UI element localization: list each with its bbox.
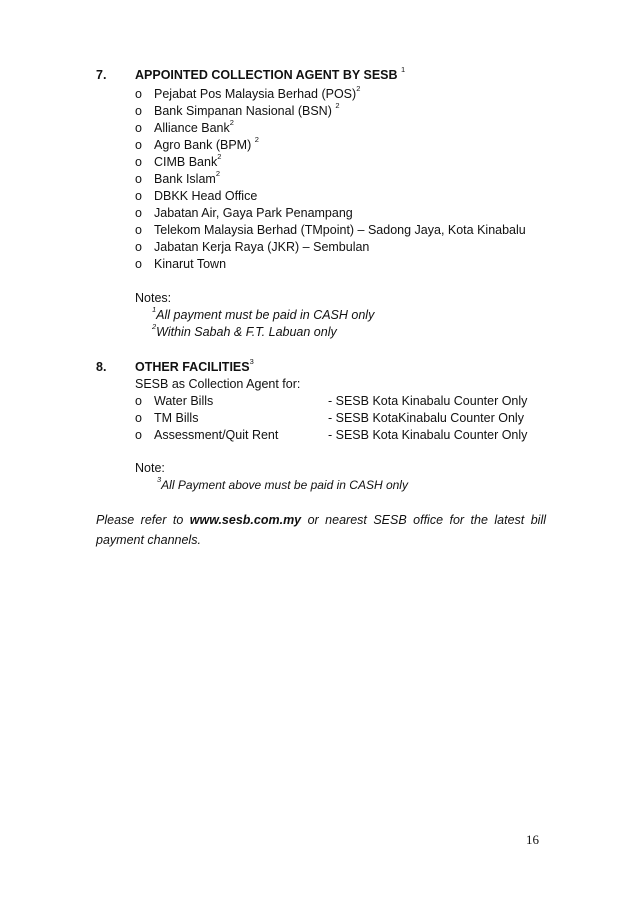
section-7-number: 7. xyxy=(96,68,107,82)
facility-name: Assessment/Quit Rent xyxy=(154,428,279,442)
website-link[interactable]: www.sesb.com.my xyxy=(189,513,302,527)
bullet-marker: o xyxy=(135,257,142,271)
list-item-text: Alliance Bank xyxy=(154,121,230,135)
section-8-title xyxy=(135,357,254,374)
bullet-marker: o xyxy=(135,206,142,220)
bullet-marker: o xyxy=(135,155,142,169)
note-line xyxy=(152,322,337,339)
list-item xyxy=(154,135,259,152)
section-7-title xyxy=(135,65,406,82)
list-item-text: DBKK Head Office xyxy=(154,189,258,203)
facility-location: - SESB Kota Kinabalu Counter Only xyxy=(328,394,528,408)
list-item xyxy=(154,206,353,220)
notes-heading: Notes: xyxy=(135,291,172,305)
list-item-text: Telekom Malaysia Berhad (TMpoint) – Sadong Jaya, Kota Kinabalu xyxy=(154,223,526,237)
note-line xyxy=(157,475,408,492)
section-8-title-sup: 3 xyxy=(249,357,254,366)
list-item-text: Jabatan Air, Gaya Park Penampang xyxy=(154,206,353,220)
note-text: All Payment above must be paid in CASH only xyxy=(161,478,408,492)
bullet-marker: o xyxy=(135,189,142,203)
list-item-text: Pejabat Pos Malaysia Berhad (POS) xyxy=(154,87,357,101)
bullet-marker: o xyxy=(135,411,142,425)
closing-paragraph xyxy=(96,510,546,550)
list-item-text: Bank Simpanan Nasional (BSN) xyxy=(154,104,332,118)
note-text: Within Sabah & F.T. Labuan only xyxy=(156,325,337,339)
facility-name: TM Bills xyxy=(154,411,199,425)
bullet-marker: o xyxy=(135,121,142,135)
list-item-sup: 2 xyxy=(217,152,222,161)
list-item-text: CIMB Bank xyxy=(154,155,218,169)
bullet-marker: o xyxy=(135,240,142,254)
list-item xyxy=(154,257,226,271)
section-7-title-text: APPOINTED COLLECTION AGENT BY SESB xyxy=(135,68,398,82)
list-item-text: Jabatan Kerja Raya (JKR) – Sembulan xyxy=(154,240,370,254)
facility-name: Water Bills xyxy=(154,394,214,408)
list-item-text: Agro Bank (BPM) xyxy=(154,138,252,152)
list-item-text: Bank Islam xyxy=(154,172,216,186)
note-sup: 2 xyxy=(152,322,157,331)
list-item-sup: 2 xyxy=(335,101,340,110)
list-item xyxy=(154,84,361,101)
section-8-subtitle: SESB as Collection Agent for: xyxy=(135,377,301,391)
bullet-marker: o xyxy=(135,87,142,101)
page-number: 16 xyxy=(526,832,539,847)
list-item xyxy=(154,223,526,237)
list-item-sup: 2 xyxy=(254,135,259,144)
bullet-marker: o xyxy=(135,394,142,408)
list-item xyxy=(154,118,234,135)
bullet-marker: o xyxy=(135,138,142,152)
section-7-title-sup: 1 xyxy=(401,65,406,74)
note-line xyxy=(152,305,375,322)
closing-text-after: or nearest SESB office for the latest bill payment channels. xyxy=(96,513,547,547)
bullet-marker: o xyxy=(135,104,142,118)
note-sup: 1 xyxy=(152,305,157,314)
list-item xyxy=(154,240,369,254)
section-8-title-text: OTHER FACILITIES xyxy=(135,360,250,374)
note-text: All payment must be paid in CASH only xyxy=(156,308,375,322)
closing-text-before: Please refer to xyxy=(96,513,190,527)
list-item xyxy=(154,152,222,169)
list-item xyxy=(154,101,340,118)
list-item xyxy=(154,189,257,203)
section-8-number: 8. xyxy=(96,360,107,374)
facility-location: - SESB KotaKinabalu Counter Only xyxy=(328,411,524,425)
bullet-marker: o xyxy=(135,428,142,442)
list-item-text: Kinarut Town xyxy=(154,257,227,271)
facility-location: - SESB Kota Kinabalu Counter Only xyxy=(328,428,528,442)
note-heading: Note: xyxy=(135,461,165,475)
list-item-sup: 2 xyxy=(229,118,234,127)
list-item-sup: 2 xyxy=(215,169,221,178)
list-item xyxy=(154,169,221,186)
bullet-marker: o xyxy=(135,172,142,186)
list-item-sup: 2 xyxy=(356,84,361,93)
bullet-marker: o xyxy=(135,223,142,237)
note-sup: 3 xyxy=(157,475,162,484)
